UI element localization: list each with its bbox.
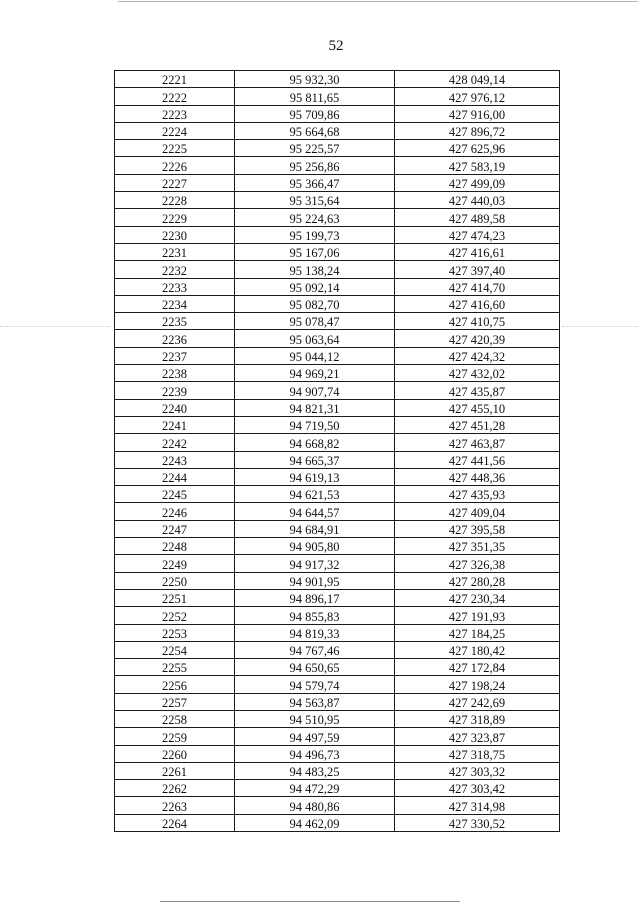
x-coordinate-cell: 94 969,21 [235,365,395,382]
page-number: 52 [328,38,344,54]
table-row [115,313,560,330]
point-number-cell: 2236 [115,330,235,347]
point-number-cell: 2224 [115,122,235,139]
table-row [115,468,560,485]
x-coordinate-cell: 94 767,46 [235,641,395,658]
table-row [115,157,560,174]
point-number-cell: 2252 [115,607,235,624]
x-coordinate-cell: 94 821,31 [235,399,395,416]
x-coordinate-cell: 94 579,74 [235,676,395,693]
table-row [115,659,560,676]
table-row [115,728,560,745]
x-coordinate-cell: 95 138,24 [235,261,395,278]
point-number-cell: 2225 [115,140,235,157]
point-number-cell: 2257 [115,693,235,710]
x-coordinate-cell: 95 199,73 [235,226,395,243]
table-row [115,555,560,572]
x-coordinate-cell: 95 078,47 [235,313,395,330]
point-number-cell: 2264 [115,814,235,831]
y-coordinate-cell: 427 303,32 [395,762,560,779]
x-coordinate-cell: 94 650,65 [235,659,395,676]
point-number-cell: 2246 [115,503,235,520]
y-coordinate-cell: 427 976,12 [395,88,560,105]
y-coordinate-cell: 427 489,58 [395,209,560,226]
point-number-cell: 2221 [115,71,235,88]
y-coordinate-cell: 427 414,70 [395,278,560,295]
y-coordinate-cell: 427 303,42 [395,780,560,797]
y-coordinate-cell: 427 397,40 [395,261,560,278]
y-coordinate-cell: 427 191,93 [395,607,560,624]
y-coordinate-cell: 427 448,36 [395,468,560,485]
y-coordinate-cell: 427 451,28 [395,416,560,433]
table-row [115,607,560,624]
table-row [115,503,560,520]
table-row [115,589,560,606]
y-coordinate-cell: 427 435,93 [395,486,560,503]
y-coordinate-cell: 427 916,00 [395,105,560,122]
y-coordinate-cell: 427 326,38 [395,555,560,572]
table-row [115,762,560,779]
table-row [115,693,560,710]
scan-edge-bottom [160,901,460,902]
x-coordinate-cell: 95 167,06 [235,243,395,260]
y-coordinate-cell: 427 180,42 [395,641,560,658]
point-number-cell: 2243 [115,451,235,468]
y-coordinate-cell: 427 499,09 [395,174,560,191]
x-coordinate-cell: 94 905,80 [235,538,395,555]
x-coordinate-cell: 95 256,86 [235,157,395,174]
x-coordinate-cell: 94 684,91 [235,520,395,537]
table-row [115,174,560,191]
x-coordinate-cell: 94 619,13 [235,468,395,485]
table-row [115,278,560,295]
y-coordinate-cell: 427 583,19 [395,157,560,174]
table-row [115,365,560,382]
table-row [115,780,560,797]
x-coordinate-cell: 94 907,74 [235,382,395,399]
y-coordinate-cell: 427 463,87 [395,434,560,451]
point-number-cell: 2232 [115,261,235,278]
table-row [115,814,560,831]
x-coordinate-cell: 95 225,57 [235,140,395,157]
x-coordinate-cell: 95 811,65 [235,88,395,105]
point-number-cell: 2228 [115,192,235,209]
x-coordinate-cell: 95 082,70 [235,295,395,312]
point-number-cell: 2256 [115,676,235,693]
x-coordinate-cell: 95 224,63 [235,209,395,226]
x-coordinate-cell: 94 917,32 [235,555,395,572]
table-row [115,641,560,658]
y-coordinate-cell: 427 896,72 [395,122,560,139]
table-row [115,226,560,243]
table-row [115,347,560,364]
x-coordinate-cell: 95 366,47 [235,174,395,191]
x-coordinate-cell: 94 621,53 [235,486,395,503]
x-coordinate-cell: 94 563,87 [235,693,395,710]
table-row [115,538,560,555]
y-coordinate-cell: 427 395,58 [395,520,560,537]
x-coordinate-cell: 94 480,86 [235,797,395,814]
point-number-cell: 2222 [115,88,235,105]
x-coordinate-cell: 95 063,64 [235,330,395,347]
x-coordinate-cell: 94 497,59 [235,728,395,745]
y-coordinate-cell: 427 440,03 [395,192,560,209]
table-row [115,572,560,589]
x-coordinate-cell: 94 496,73 [235,745,395,762]
table-row [115,192,560,209]
x-coordinate-cell: 94 855,83 [235,607,395,624]
table-row [115,624,560,641]
point-number-cell: 2233 [115,278,235,295]
point-number-cell: 2254 [115,641,235,658]
point-number-cell: 2249 [115,555,235,572]
point-number-cell: 2258 [115,710,235,727]
table-row [115,209,560,226]
y-coordinate-cell: 427 416,60 [395,295,560,312]
point-number-cell: 2235 [115,313,235,330]
y-coordinate-cell: 427 432,02 [395,365,560,382]
y-coordinate-cell: 427 198,24 [395,676,560,693]
y-coordinate-cell: 427 455,10 [395,399,560,416]
point-number-cell: 2223 [115,105,235,122]
x-coordinate-cell: 95 044,12 [235,347,395,364]
table-row [115,122,560,139]
point-number-cell: 2231 [115,243,235,260]
table-row [115,88,560,105]
table-row [115,451,560,468]
x-coordinate-cell: 94 462,09 [235,814,395,831]
point-number-cell: 2260 [115,745,235,762]
y-coordinate-cell: 427 410,75 [395,313,560,330]
table-row [115,105,560,122]
x-coordinate-cell: 95 709,86 [235,105,395,122]
table-row [115,261,560,278]
point-number-cell: 2241 [115,416,235,433]
table-row [115,520,560,537]
point-number-cell: 2244 [115,468,235,485]
x-coordinate-cell: 94 483,25 [235,762,395,779]
y-coordinate-cell: 427 435,87 [395,382,560,399]
x-coordinate-cell: 95 092,14 [235,278,395,295]
table-row [115,243,560,260]
table-row [115,71,560,88]
y-coordinate-cell: 427 242,69 [395,693,560,710]
y-coordinate-cell: 427 230,34 [395,589,560,606]
x-coordinate-cell: 94 668,82 [235,434,395,451]
point-number-cell: 2253 [115,624,235,641]
scan-speck-left [0,326,110,328]
point-number-cell: 2263 [115,797,235,814]
x-coordinate-cell: 95 932,30 [235,71,395,88]
point-number-cell: 2247 [115,520,235,537]
y-coordinate-cell: 427 318,89 [395,710,560,727]
y-coordinate-cell: 427 184,25 [395,624,560,641]
table-row [115,676,560,693]
table-row [115,295,560,312]
y-coordinate-cell: 427 424,32 [395,347,560,364]
x-coordinate-cell: 94 644,57 [235,503,395,520]
y-coordinate-cell: 427 416,61 [395,243,560,260]
y-coordinate-cell: 427 323,87 [395,728,560,745]
point-number-cell: 2237 [115,347,235,364]
point-number-cell: 2239 [115,382,235,399]
coordinates-table-body [115,71,560,832]
point-number-cell: 2234 [115,295,235,312]
point-number-cell: 2261 [115,762,235,779]
y-coordinate-cell: 427 625,96 [395,140,560,157]
point-number-cell: 2245 [115,486,235,503]
point-number-cell: 2259 [115,728,235,745]
y-coordinate-cell: 427 441,56 [395,451,560,468]
x-coordinate-cell: 94 510,95 [235,710,395,727]
table-row [115,399,560,416]
table-row [115,486,560,503]
y-coordinate-cell: 427 351,35 [395,538,560,555]
point-number-cell: 2230 [115,226,235,243]
scan-edge-top [118,1,638,2]
y-coordinate-cell: 427 314,98 [395,797,560,814]
x-coordinate-cell: 94 665,37 [235,451,395,468]
point-number-cell: 2227 [115,174,235,191]
point-number-cell: 2262 [115,780,235,797]
point-number-cell: 2242 [115,434,235,451]
x-coordinate-cell: 94 719,50 [235,416,395,433]
point-number-cell: 2248 [115,538,235,555]
table-row [115,330,560,347]
table-row [115,745,560,762]
y-coordinate-cell: 427 420,39 [395,330,560,347]
y-coordinate-cell: 427 474,23 [395,226,560,243]
scan-speck-right [562,326,638,328]
table-row [115,710,560,727]
table-row [115,416,560,433]
x-coordinate-cell: 94 819,33 [235,624,395,641]
table-row [115,434,560,451]
y-coordinate-cell: 427 280,28 [395,572,560,589]
y-coordinate-cell: 427 172,84 [395,659,560,676]
table-row [115,382,560,399]
point-number-cell: 2240 [115,399,235,416]
y-coordinate-cell: 427 409,04 [395,503,560,520]
coordinates-table [114,70,560,832]
point-number-cell: 2238 [115,365,235,382]
point-number-cell: 2251 [115,589,235,606]
y-coordinate-cell: 427 318,75 [395,745,560,762]
point-number-cell: 2250 [115,572,235,589]
y-coordinate-cell: 428 049,14 [395,71,560,88]
point-number-cell: 2229 [115,209,235,226]
table-row [115,797,560,814]
y-coordinate-cell: 427 330,52 [395,814,560,831]
x-coordinate-cell: 95 664,68 [235,122,395,139]
table-row [115,140,560,157]
x-coordinate-cell: 94 472,29 [235,780,395,797]
point-number-cell: 2255 [115,659,235,676]
point-number-cell: 2226 [115,157,235,174]
x-coordinate-cell: 94 901,95 [235,572,395,589]
x-coordinate-cell: 94 896,17 [235,589,395,606]
x-coordinate-cell: 95 315,64 [235,192,395,209]
